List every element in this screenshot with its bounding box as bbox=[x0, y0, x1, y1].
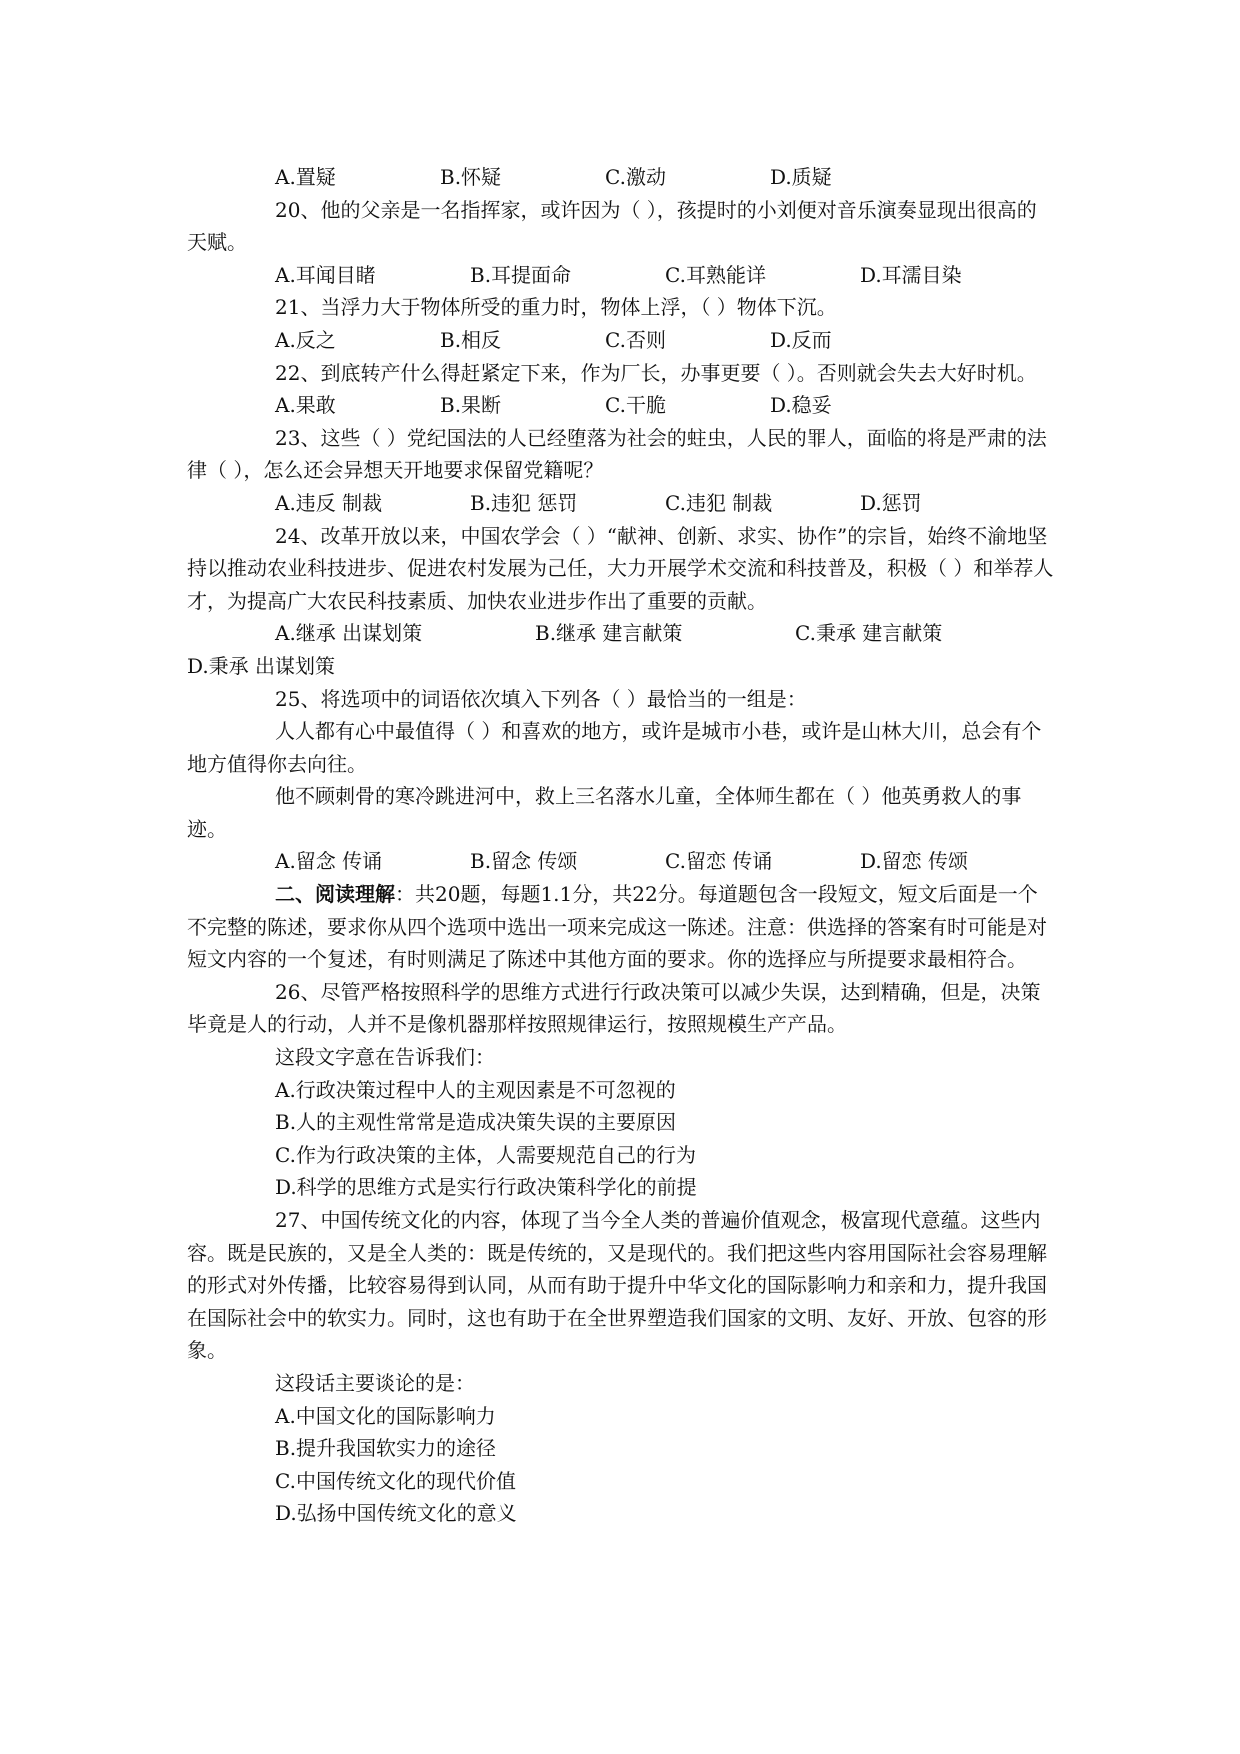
q27-prompt: 这段话主要谈论的是： bbox=[275, 1370, 475, 1395]
option-c: C.干脆 bbox=[605, 393, 666, 418]
q19-options bbox=[187, 161, 1055, 194]
option-d: D.惩罚 bbox=[860, 490, 922, 515]
q26-text: 26、尽管严格按照科学的思维方式进行行政决策可以减少失误，达到精确，但是，决策毕竟是人的行动，人并不是像机器那样按照规律运行，按照规模生产产品。 bbox=[187, 979, 1041, 1037]
q20-text: 20、他的父亲是一名指挥家，或许因为（ ），孩提时的小刘便对音乐演奏显现出很高的天赋。 bbox=[187, 197, 1037, 255]
q26-option-a: A.行政决策过程中人的主观因素是不可忽视的 bbox=[275, 1077, 676, 1102]
q22-options bbox=[187, 389, 1055, 422]
option-b: B.继承 建言献策 bbox=[535, 621, 683, 646]
option-a: A.留念 传诵 bbox=[275, 849, 383, 874]
option-d: D.稳妥 bbox=[770, 393, 832, 418]
option-c: C.否则 bbox=[605, 327, 666, 352]
q25-text: 25、将选项中的词语依次填入下列各（ ）最恰当的一组是： bbox=[275, 686, 807, 711]
q27-option-b: B.提升我国软实力的途径 bbox=[275, 1436, 497, 1461]
q21-options bbox=[187, 324, 1055, 357]
option-a: A.违反 制裁 bbox=[275, 490, 383, 515]
q26-prompt: 这段文字意在告诉我们： bbox=[275, 1045, 495, 1070]
q26-option-c: C.作为行政决策的主体，人需要规范自己的行为 bbox=[275, 1142, 696, 1167]
option-b: B.违犯 惩罚 bbox=[470, 490, 578, 515]
option-c: C.耳熟能详 bbox=[665, 262, 766, 287]
section-2-intro bbox=[187, 878, 1055, 976]
q27-option-d: D.弘扬中国传统文化的意义 bbox=[275, 1501, 517, 1526]
q23-text: 23、这些（ ）党纪国法的人已经堕落为社会的蛀虫，人民的罪人，面临的将是严肃的法律（ ），怎么还会异想天开地要求保留党籍呢？ bbox=[187, 425, 1047, 483]
section-2-text: ：共20题，每题1.1分，共22分。每道题包含一段短文，短文后面是一个不完整的陈述，要求你从四个选项中选出一项来完成这一陈述。注意：供选择的答案有时可能是对短文内容的一个复述，有时则满足了陈述中其他方面的要求。你的选择应与所提要求最相符合。 bbox=[187, 882, 1047, 972]
q25-paragraph-1: 人人都有心中最值得（ ）和喜欢的地方，或许是城市小巷，或许是山林大川，总会有个地方值得你去向往。 bbox=[187, 719, 1042, 776]
option-a: A.继承 出谋划策 bbox=[275, 621, 423, 646]
q21-text: 21、当浮力大于物体所受的重力时，物体上浮，（ ）物体下沉。 bbox=[275, 295, 837, 320]
q25-paragraph-2: 他不顾刺骨的寒冷跳进河中，救上三名落水儿童，全体师生都在（ ）他英勇救人的事迹。 bbox=[187, 784, 1022, 841]
option-b: B.耳提面命 bbox=[470, 262, 572, 287]
page-content bbox=[187, 161, 1055, 1530]
q22-text: 22、到底转产什么得赶紧定下来，作为厂长，办事更要（ ）。否则就会失去大好时机。 bbox=[275, 360, 1037, 385]
q26-option-d: D.科学的思维方式是实行行政决策科学化的前提 bbox=[275, 1175, 697, 1200]
option-d: D.留恋 传颂 bbox=[860, 849, 969, 874]
option-b: B.怀疑 bbox=[440, 165, 502, 189]
option-c: C.激动 bbox=[605, 165, 666, 189]
option-d: D.反而 bbox=[770, 327, 832, 352]
option-a: A.耳闻目睹 bbox=[275, 262, 376, 287]
option-c: C.秉承 建言献策 bbox=[795, 621, 943, 646]
option-c: C.留恋 传诵 bbox=[665, 849, 773, 874]
q24-option-d: D.秉承 出谋划策 bbox=[187, 653, 336, 678]
q24-options bbox=[187, 617, 1055, 650]
option-b: B.留念 传颂 bbox=[470, 849, 578, 874]
q25-options bbox=[187, 845, 1055, 878]
q26-option-b: B.人的主观性常常是造成决策失误的主要原因 bbox=[275, 1110, 677, 1135]
option-a: A.反之 bbox=[275, 327, 336, 352]
option-d: D.质疑 bbox=[770, 165, 832, 189]
option-a: A.果敢 bbox=[275, 393, 336, 418]
q24-text: 24、改革开放以来，中国农学会（ ）“献神、创新、求实、协作”的宗旨，始终不渝地坚持以推动农业科技进步、促进农村发展为己任，大力开展学术交流和科技普及，积极（ ）和举荐人才，为提高广大农民科技素质、加快农业进步作出了重要的贡献。 bbox=[187, 523, 1054, 613]
option-c: C.违犯 制裁 bbox=[665, 490, 773, 515]
option-a: A.置疑 bbox=[275, 165, 336, 189]
q27-text: 27、中国传统文化的内容，体现了当今全人类的普遍价值观念，极富现代意蕴。这些内容。既是民族的，又是全人类的：既是传统的，又是现代的。我们把这些内容用国际社会容易理解的形式对外传播，比较容易得到认同，从而有助于提升中华文化的国际影响力和亲和力，提升我国在国际社会中的软实力。同时，这也有助于在全世界塑造我们国家的文明、友好、开放、包容的形象。 bbox=[187, 1208, 1047, 1363]
q27-option-c: C.中国传统文化的现代价值 bbox=[275, 1468, 516, 1493]
section-2-title: 二、阅读理解 bbox=[275, 882, 395, 907]
q27-option-a: A.中国文化的国际影响力 bbox=[275, 1403, 496, 1428]
option-b: B.相反 bbox=[440, 327, 502, 352]
q20-options bbox=[187, 259, 1055, 292]
q23-options bbox=[187, 487, 1055, 520]
option-b: B.果断 bbox=[440, 393, 502, 418]
option-d: D.耳濡目染 bbox=[860, 262, 962, 287]
